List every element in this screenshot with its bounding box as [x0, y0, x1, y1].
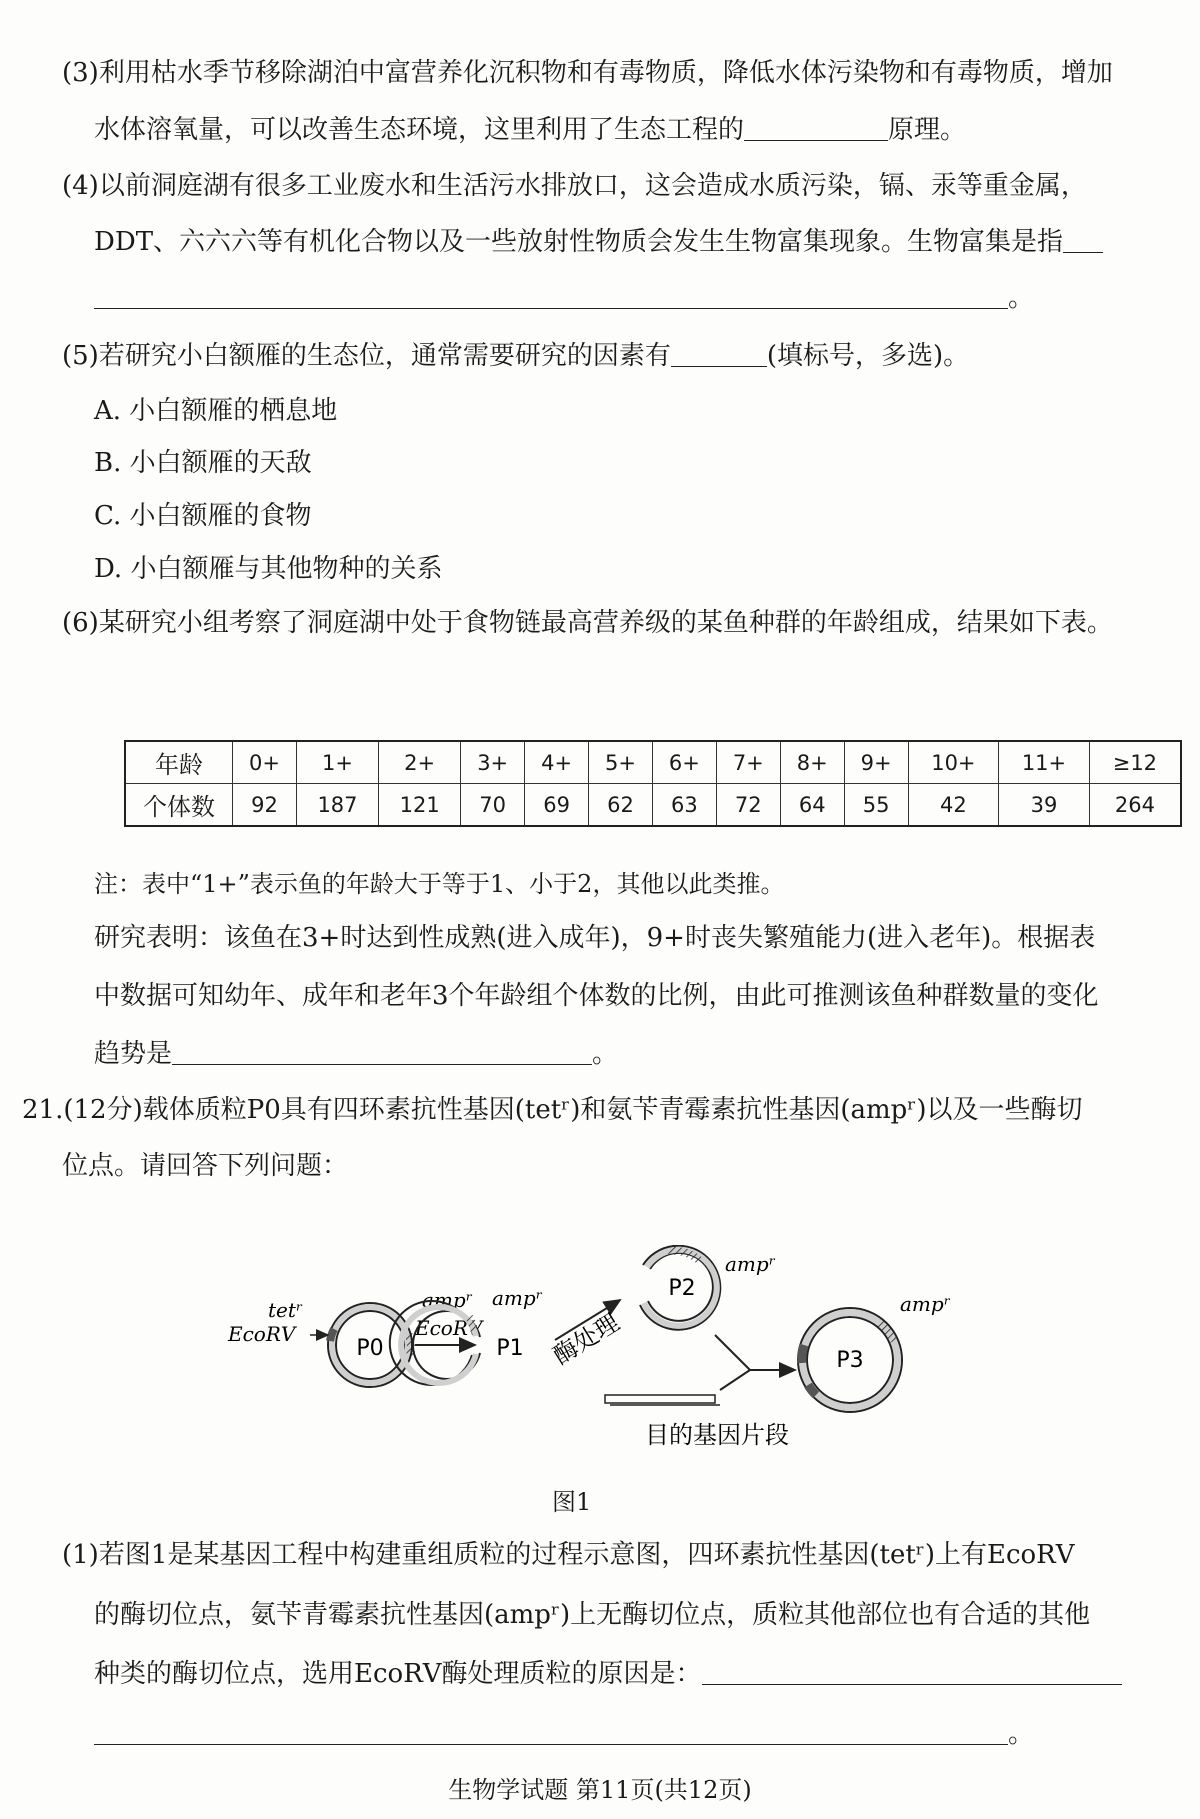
amp-label-1: ampʳ: [422, 1288, 473, 1312]
table-cell: 64: [780, 784, 844, 827]
target-gene-fragment: [605, 1395, 715, 1403]
plasmid-p3: [798, 1308, 902, 1412]
enzyme-treatment-label: 酶处理: [548, 1308, 625, 1371]
table-cell: 187: [296, 784, 378, 827]
table-header-age: 年龄: [125, 741, 233, 784]
q21-line2: 位点。请回答下列问题：: [62, 1151, 349, 1181]
q3-answer-blank[interactable]: [744, 114, 888, 141]
q21-1-answer-blank-a[interactable]: [702, 1658, 1122, 1685]
table-cell: 39: [999, 784, 1090, 827]
q21-line1: 21.(12分)载体质粒P0具有四环素抗性基因(tetʳ)和氨苄青霉素抗性基因(ampʳ)以及一些酶切: [22, 1095, 1083, 1125]
q5-answer-blank[interactable]: [671, 340, 767, 367]
table-cell: 7+: [716, 741, 780, 784]
amp-label-3: ampʳ: [725, 1252, 776, 1276]
q4-line1: (4)以前洞庭湖有很多工业废水和生活污水排放口，这会造成水质污染，镉、汞等重金属，: [62, 171, 1087, 201]
ecorv-label-left: EcoRⅤ: [228, 1322, 296, 1346]
table-cell: 8+: [780, 741, 844, 784]
table-cell: 3+: [461, 741, 525, 784]
table-cell: 55: [844, 784, 908, 827]
table-row-counts: [125, 784, 1181, 827]
arrow-fragment-merge: [720, 1370, 750, 1390]
q6-note: 注：表中“1+”表示鱼的年龄大于等于1、小于2，其他以此类推。: [94, 870, 785, 898]
table-cell: 92: [233, 784, 297, 827]
table-cell: 10+: [908, 741, 999, 784]
table-cell: 11+: [999, 741, 1090, 784]
q6-para3-text: 趋势是: [94, 1039, 173, 1069]
target-gene-label: 目的基因片段: [645, 1421, 789, 1449]
amp-label-2: ampʳ: [492, 1286, 543, 1310]
tet-label: tetʳ: [268, 1298, 303, 1322]
q4-end: 。: [1008, 283, 1035, 313]
arrow-p2-merge: [715, 1335, 750, 1370]
q5-option-c: C. 小白额雁的食物: [94, 501, 312, 531]
q6-answer-blank[interactable]: [172, 1038, 592, 1065]
figure-caption: 图1: [552, 1488, 592, 1516]
q5-option-a: A. 小白额雁的栖息地: [94, 396, 338, 426]
q6-end: 。: [592, 1039, 619, 1069]
q21-1-line1: (1)若图1是某基因工程中构建重组质粒的过程示意图，四环素抗性基因(tetʳ)上有EcoRⅤ: [62, 1540, 1075, 1570]
age-structure-table: [124, 740, 1182, 827]
q4-answer-blank-a[interactable]: [1063, 226, 1103, 253]
table-cell: 69: [525, 784, 589, 827]
p1-label: P1: [496, 1336, 524, 1361]
table-cell: 63: [652, 784, 716, 827]
table-cell: 70: [461, 784, 525, 827]
q3-line2: [94, 112, 966, 148]
table-cell: 9+: [844, 741, 908, 784]
q21-1-answer-blank-b[interactable]: [94, 1718, 1008, 1745]
table-cell: 264: [1089, 784, 1181, 827]
table-cell: 121: [379, 784, 461, 827]
p3-label: P3: [836, 1348, 864, 1373]
plasmid-p2: [640, 1246, 720, 1330]
table-cell: 72: [716, 784, 780, 827]
table-cell: 4+: [525, 741, 589, 784]
table-header-count: 个体数: [125, 784, 233, 827]
q4-line2-text: DDT、六六六等有机化合物以及一些放射性物质会发生生物富集现象。生物富集是指: [94, 227, 1064, 257]
q6-para1: 研究表明：该鱼在3+时达到性成熟(进入成年)，9+时丧失繁殖能力(进入老年)。根据表: [94, 923, 1096, 953]
q5-stem: [62, 338, 969, 374]
q21-1-line2: 的酶切位点，氨苄青霉素抗性基因(ampʳ)上无酶切位点，质粒其他部位也有合适的其他: [94, 1600, 1091, 1630]
table-row-ages: [125, 741, 1181, 784]
plasmid-construction-figure: [210, 1245, 1010, 1475]
q21-1-end: 。: [1008, 1719, 1035, 1749]
p2-label: P2: [668, 1276, 696, 1301]
p0-label: P0: [356, 1336, 384, 1361]
table-cell: 62: [589, 784, 653, 827]
q4-answer-blank-b[interactable]: [94, 282, 1008, 309]
table-cell: ≥12: [1089, 741, 1181, 784]
table-cell: 6+: [652, 741, 716, 784]
q4-line3: [94, 280, 1034, 316]
table-cell: 42: [908, 784, 999, 827]
q4-line2: [94, 224, 1103, 260]
q6-stem: (6)某研究小组考察了洞庭湖中处于食物链最高营养级的某鱼种群的年龄组成，结果如下表。: [62, 608, 1113, 638]
q3-line2-text: 水体溶氧量，可以改善生态环境，这里利用了生态工程的: [94, 115, 745, 145]
q6-para3: [94, 1036, 618, 1072]
q21-1-line3: [94, 1656, 1122, 1692]
q6-para2: 中数据可知幼年、成年和老年3个年龄组个体数的比例，由此可推测该鱼种群数量的变化: [94, 981, 1099, 1011]
q21-1-line4: [94, 1716, 1034, 1752]
table-cell: 0+: [233, 741, 297, 784]
q3-line1: (3)利用枯水季节移除湖泊中富营养化沉积物和有毒物质，降低水体污染物和有毒物质，增加: [62, 58, 1113, 88]
q5-option-d: D. 小白额雁与其他物种的关系: [94, 554, 443, 584]
ecorv-label-mid: EcoRⅤ: [415, 1316, 483, 1340]
table-cell: 1+: [296, 741, 378, 784]
q5-option-b: B. 小白额雁的天敌: [94, 448, 312, 478]
q5-stem-text: (5)若研究小白额雁的生态位，通常需要研究的因素有: [62, 341, 671, 371]
q21-1-line3-text: 种类的酶切位点，选用EcoRⅤ酶处理质粒的原因是：: [94, 1659, 702, 1689]
table-cell: 5+: [589, 741, 653, 784]
amp-label-4: ampʳ: [900, 1292, 951, 1316]
table-cell: 2+: [379, 741, 461, 784]
page-footer: 生物学试题 第11页(共12页): [448, 1776, 752, 1804]
q3-line2-end: 原理。: [888, 115, 967, 145]
q5-stem-end: (填标号，多选)。: [766, 341, 970, 371]
